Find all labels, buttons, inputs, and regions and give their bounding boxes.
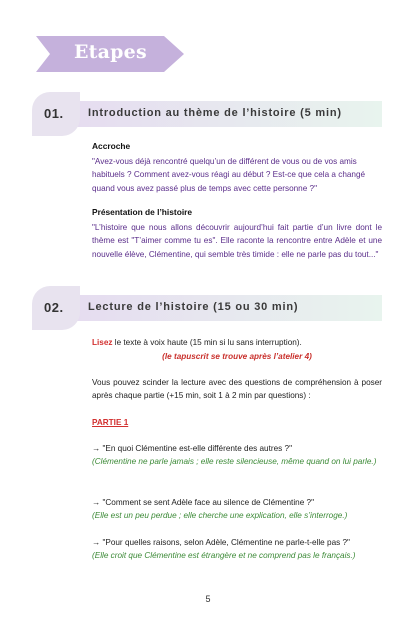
question-item <box>92 442 382 468</box>
question-item <box>92 536 382 562</box>
section-banner <box>36 36 184 72</box>
question-text: → "En quoi Clémentine est-elle différente des autres ?" <box>92 444 292 453</box>
step-number-badge <box>32 286 80 330</box>
tapuscrit-note: (le tapuscrit se trouve après l’atelier 4) <box>162 352 312 362</box>
question-answer: (Clémentine ne parle jamais ; elle reste silencieuse, même quand on lui parle.) <box>92 457 377 467</box>
step-2-number: 02. <box>44 300 64 315</box>
lisez-rest: le texte à voix haute (15 min si lu sans interruption). <box>112 338 302 347</box>
presentation-heading: Présentation de l’histoire <box>92 207 193 217</box>
question-text: → "Comment se sent Adèle face au silence de Clémentine ?" <box>92 498 314 507</box>
question-text: → "Pour quelles raisons, selon Adèle, Clémentine ne parle-t-elle pas ?" <box>92 538 350 547</box>
question-answer: (Elle croit que Clémentine est étrangère et ne comprend pas le français.) <box>92 551 356 561</box>
step-1-number: 01. <box>44 106 64 121</box>
step-2-header <box>32 286 382 330</box>
question-answer: (Elle est un peu perdue ; elle cherche une explication, elle s’interroge.) <box>92 511 348 521</box>
banner-title: Etapes <box>74 41 147 63</box>
accroche-text: "Avez-vous déjà rencontré quelqu’un de différent de vous ou de vos amis habituels ? Comment avez-vous réagi au début ? Est-ce que cela a changé quand vous avez passé plus de temps avec cette personne ?" <box>92 157 366 193</box>
step-2-title: Lecture de l’histoire (15 ou 30 min) <box>88 301 299 313</box>
lisez-line <box>92 336 382 349</box>
lisez-word: Lisez <box>92 338 113 347</box>
presentation-section <box>92 206 382 261</box>
accroche-section <box>92 140 382 195</box>
step-number-badge <box>32 92 80 136</box>
lecture-instructions <box>92 336 382 363</box>
step-1-header <box>32 92 382 136</box>
accroche-heading: Accroche <box>92 141 131 151</box>
question-item <box>92 496 382 522</box>
scinder-intro: Vous pouvez scinder la lecture avec des questions de compréhension à poser après chaque partie (+15 min, soit 1 à 2 min par questions) : <box>92 378 382 401</box>
step-1-title: Introduction au thème de l’histoire (5 min) <box>88 107 342 119</box>
page-number: 5 <box>205 594 211 604</box>
partie-label: PARTIE 1 <box>92 418 129 427</box>
presentation-text: "L’histoire que nous allons découvrir aujourd’hui fait partie d’un livre dont le thème est "T’aimer comme tu es". Elle raconte la rencontre entre Adèle et une nouvelle élève, Clémentine, qui semble très timide : elle ne parle pas du tout..." <box>92 223 382 259</box>
